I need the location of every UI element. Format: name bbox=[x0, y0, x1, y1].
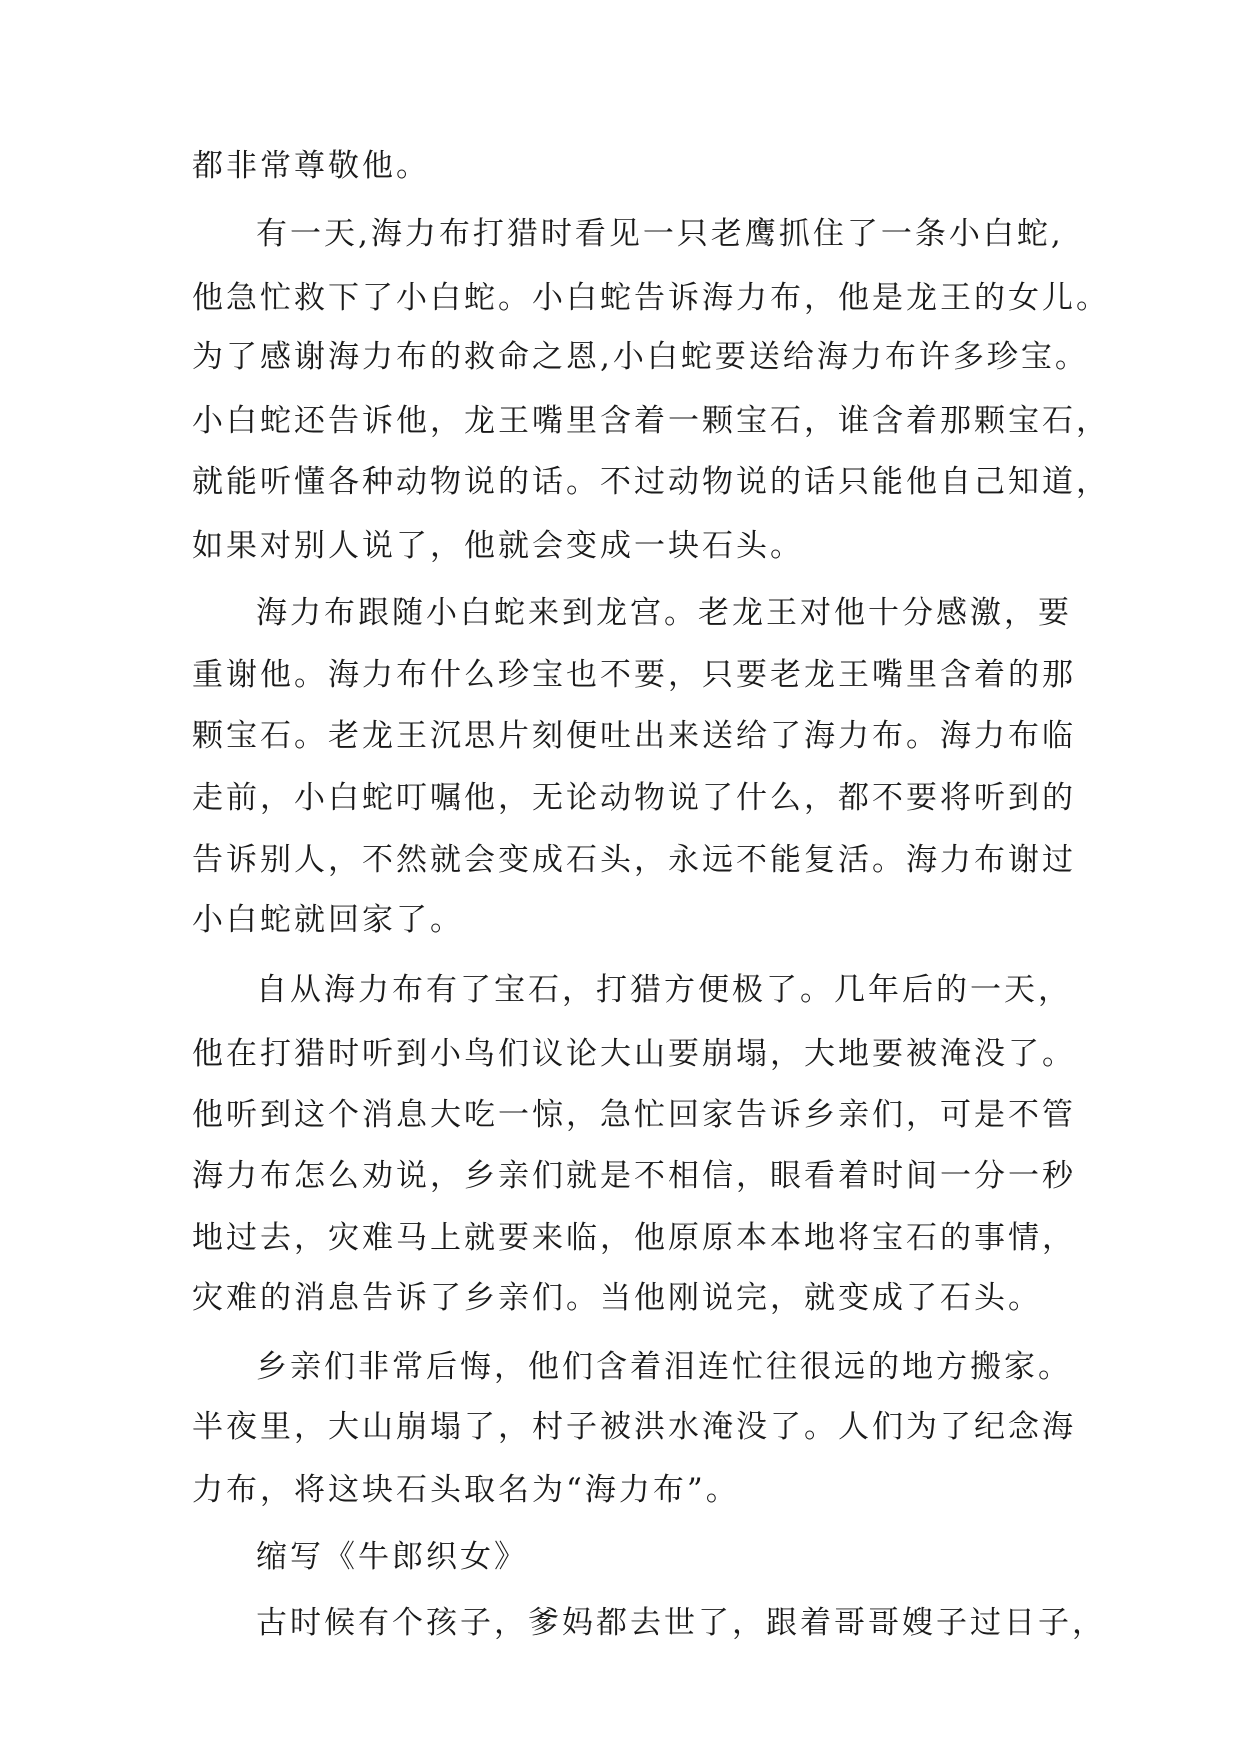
text-line: 有一天,海力布打猎时看见一只老鹰抓住了一条小白蛇, bbox=[256, 216, 1064, 252]
text-line: 他急忙救下了小白蛇。小白蛇告诉海力布，他是龙王的女儿。 bbox=[192, 280, 1110, 316]
text-line: 地过去，灾难马上就要来临，他原原本本地将宝石的事情， bbox=[192, 1220, 1076, 1256]
text-line: 走前，小白蛇叮嘱他，无论动物说了什么，都不要将听到的 bbox=[192, 780, 1076, 816]
text-line: 古时候有个孩子，爹妈都去世了，跟着哥哥嫂子过日子， bbox=[256, 1605, 1106, 1641]
section-heading: 缩写《牛郎织女》 bbox=[256, 1539, 528, 1575]
text-line: 小白蛇还告诉他，龙王嘴里含着一颗宝石，谁含着那颗宝石， bbox=[192, 403, 1110, 439]
text-line: 就能听懂各种动物说的话。不过动物说的话只能他自己知道， bbox=[192, 464, 1110, 500]
text-line: 为了感谢海力布的救命之恩,小白蛇要送给海力布许多珍宝。 bbox=[192, 339, 1089, 375]
text-line: 他听到这个消息大吃一惊，急忙回家告诉乡亲们，可是不管 bbox=[192, 1097, 1076, 1133]
text-line: 重谢他。海力布什么珍宝也不要，只要老龙王嘴里含着的那 bbox=[192, 657, 1076, 693]
text-line: 海力布怎么劝说，乡亲们就是不相信，眼看着时间一分一秒 bbox=[192, 1158, 1076, 1194]
text-line: 灾难的消息告诉了乡亲们。当他刚说完，就变成了石头。 bbox=[192, 1280, 1042, 1316]
text-line: 告诉别人，不然就会变成石头，永远不能复活。海力布谢过 bbox=[192, 842, 1076, 878]
text-line: 力布，将这块石头取名为“海力布”。 bbox=[192, 1472, 740, 1508]
text-line: 他在打猎时听到小鸟们议论大山要崩塌，大地要被淹没了。 bbox=[192, 1036, 1076, 1072]
text-line: 都非常尊敬他。 bbox=[192, 148, 430, 184]
text-line: 如果对别人说了，他就会变成一块石头。 bbox=[192, 528, 804, 564]
text-line: 小白蛇就回家了。 bbox=[192, 902, 464, 938]
text-line: 颗宝石。老龙王沉思片刻便吐出来送给了海力布。海力布临 bbox=[192, 718, 1076, 754]
text-line: 自从海力布有了宝石，打猎方便极了。几年后的一天， bbox=[256, 972, 1072, 1008]
text-line: 半夜里，大山崩塌了，村子被洪水淹没了。人们为了纪念海 bbox=[192, 1409, 1076, 1445]
text-line: 海力布跟随小白蛇来到龙宫。老龙王对他十分感激，要 bbox=[256, 595, 1072, 631]
text-line: 乡亲们非常后悔，他们含着泪连忙往很远的地方搬家。 bbox=[256, 1349, 1072, 1385]
